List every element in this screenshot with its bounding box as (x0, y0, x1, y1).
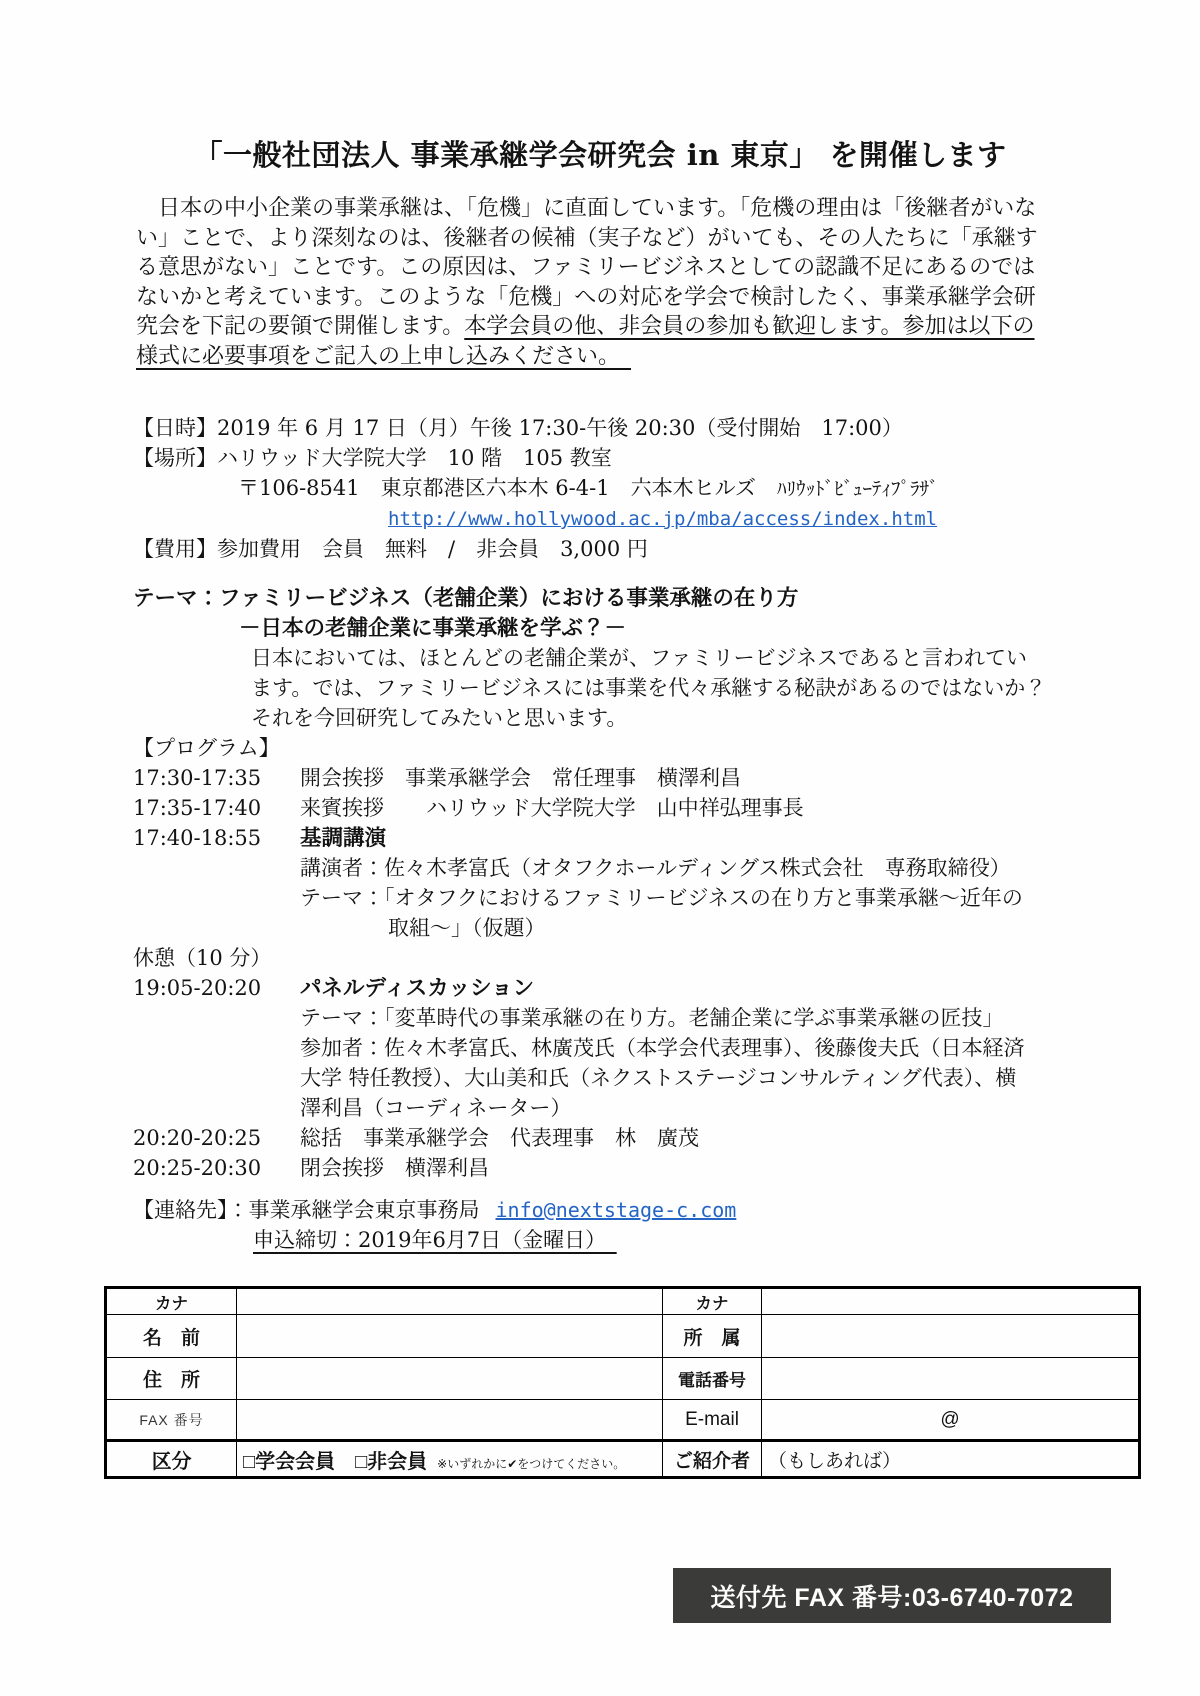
program-line-opening (133, 763, 1088, 793)
form-field-address (237, 1358, 663, 1400)
form-row-fax-email (106, 1400, 1140, 1441)
form-row-category (106, 1441, 1140, 1478)
deadline-line (133, 1225, 1088, 1255)
fax-destination-banner: 送付先 FAX 番号:03-6740-7072 (673, 1568, 1111, 1623)
theme-subheading: －日本の老舗企業に事業承継を学ぶ？－ (239, 616, 627, 640)
program-text-panel: パネルディスカッション (300, 976, 535, 1000)
program-panel-members: 参加者：佐々木孝富氏、林廣茂氏（本学会代表理事）、後藤俊夫氏（日本経済 (300, 1036, 1025, 1060)
form-label-name: 名 前 (106, 1315, 237, 1358)
venue-url-line (133, 504, 1088, 534)
intro-line: い」ことで、より深刻なのは、後継者の候補（実子など）がいても、その人たちに「承継す (136, 225, 1038, 251)
main-content (133, 413, 1088, 1255)
form-field-affiliation-kana (762, 1288, 1140, 1315)
intro-line: る意思がない」ことです。この原因は、ファミリービジネスとしての認識不足にあるのでは (136, 255, 1036, 280)
form-field-name (237, 1315, 663, 1358)
program-time: 20:25-20:30 (133, 1156, 262, 1180)
address-text: 〒106-8541 東京都港区六本木 6-4-1 六本木ヒルズ (238, 476, 777, 500)
program-heading: 【プログラム】 (133, 736, 280, 760)
form-row-kana (106, 1288, 1140, 1315)
program-line-closing (133, 1153, 1088, 1183)
program-text: 開会挨拶 事業承継学会 常任理事 横澤利昌 (300, 766, 741, 790)
form-label-kana-left: カナ (106, 1288, 237, 1315)
program-time: 19:05-20:20 (133, 976, 262, 1000)
intro-paragraph (136, 194, 1086, 371)
program-line-summary (133, 1123, 1088, 1153)
contact-line (133, 1195, 1088, 1225)
intro-line (136, 342, 1086, 372)
page-title: 「一般社団法人 事業承継学会研究会 in 東京」 を開催します (193, 138, 1007, 172)
info-fee: 【費用】参加費用 会員 無料 / 非会員 3,000 円 (133, 537, 648, 561)
form-field-category (237, 1441, 663, 1478)
info-address (133, 473, 1088, 504)
form-label-fax: FAX 番号 (106, 1400, 237, 1441)
info-place: 【場所】ハリウッド大学院大学 10 階 105 教室 (133, 446, 612, 470)
program-text: 総括 事業承継学会 代表理事 林 廣茂 (300, 1126, 699, 1150)
intro-line (136, 312, 1086, 342)
intro-underlined-text: 様式に必要事項をご記入の上申し込みください。 (136, 343, 632, 369)
form-field-phone (762, 1358, 1140, 1400)
form-label-phone: 電話番号 (663, 1358, 762, 1400)
form-field-email: @ (762, 1400, 1140, 1441)
form-field-affiliation (762, 1315, 1140, 1358)
program-keynote-theme-cont: 取組～」（仮題） (388, 916, 546, 940)
address-building-kana: ﾊﾘｳｯﾄﾞﾋﾞｭｰﾃｨﾌﾟﾗｻﾞ (776, 478, 939, 500)
program-time: 17:35-17:40 (133, 796, 262, 820)
intro-underlined-text: 本学会員の他、非会員の参加も歓迎します。参加は以下の (464, 314, 1035, 339)
program-line-keynote (133, 823, 1088, 853)
intro-line: 日本の中小企業の事業承継は、「危機」に直面しています。「危機の理由は「後継者がいな (136, 196, 1037, 221)
program-keynote-speaker: 講演者：佐々木孝富氏（オタフクホールディングス株式会社 専務取締役） (300, 856, 1011, 880)
program-line-panel (133, 973, 1088, 1003)
checkbox-note: ※いずれかに✔をつけてください。 (437, 1456, 626, 1471)
theme-body-line: ます。では、ファミリービジネスには事業を代々承継する秘訣があるのではないか？ (251, 676, 1047, 700)
program-keynote-theme: テーマ：「オタフクにおけるファミリービジネスの在り方と事業承継～近年の (300, 886, 1023, 910)
theme-heading: テーマ：ファミリービジネス（老舗企業）における事業承継の在り方 (133, 586, 799, 610)
form-field-referrer: （もしあれば） (762, 1441, 1140, 1478)
program-text-keynote: 基調講演 (300, 826, 387, 850)
program-break: 休憩（10 分） (133, 946, 272, 970)
program-text: 来賓挨拶 ハリウッド大学院大学 山中祥弘理事長 (300, 796, 804, 820)
program-time: 20:20-20:25 (133, 1126, 262, 1150)
contact-email-link[interactable]: info@nextstage-c.com (495, 1198, 737, 1222)
form-field-name-kana (237, 1288, 663, 1315)
membership-checkboxes: □学会会員 □非会員 (243, 1450, 428, 1473)
program-line-guest-greeting (133, 793, 1088, 823)
form-label-kana-right: カナ (663, 1288, 762, 1315)
form-field-fax (237, 1400, 663, 1441)
program-text: 閉会挨拶 横澤利昌 (300, 1156, 489, 1180)
form-label-referrer: ご紹介者 (663, 1441, 762, 1478)
venue-map-link[interactable]: http://www.hollywood.ac.jp/mba/access/index.html (388, 508, 938, 530)
info-datetime: 【日時】2019 年 6 月 17 日（月）午後 17:30-午後 20:30（受付開始 17:00） (133, 416, 903, 440)
contact-section (133, 1195, 1088, 1255)
program-section (133, 733, 1088, 1183)
deadline-text: 申込締切：2019年6月7日（金曜日） (253, 1228, 617, 1252)
theme-section (133, 583, 1088, 733)
application-form-table (104, 1286, 1141, 1479)
form-row-name (106, 1315, 1140, 1358)
theme-body-line: それを今回研究してみたいと思います。 (251, 706, 628, 730)
program-panel-members-cont: 澤利昌（コーディネーター） (300, 1096, 572, 1120)
program-time: 17:30-17:35 (133, 766, 262, 790)
theme-body-line: 日本においては、ほとんどの老舗企業が、ファミリービジネスであると言われてい (251, 646, 1027, 670)
form-label-category: 区分 (106, 1441, 237, 1478)
form-label-address: 住 所 (106, 1358, 237, 1400)
contact-label: 【連絡先】：事業承継学会東京事務局 (133, 1198, 480, 1222)
intro-text: 究会を下記の要領で開催します。 (136, 314, 465, 339)
form-row-address (106, 1358, 1140, 1400)
form-label-affiliation: 所 属 (663, 1315, 762, 1358)
program-panel-members-cont: 大学 特任教授）、大山美和氏（ネクストステージコンサルティング代表）、横 (300, 1066, 1017, 1090)
intro-line: ないかと考えています。このような「危機」への対応を学会で検討したく、事業承継学会研 (136, 284, 1036, 310)
form-label-email: E-mail (663, 1400, 762, 1441)
program-time: 17:40-18:55 (133, 826, 262, 850)
program-panel-theme: テーマ：「変革時代の事業承継の在り方。老舗企業に学ぶ事業承継の匠技」 (300, 1006, 1004, 1030)
